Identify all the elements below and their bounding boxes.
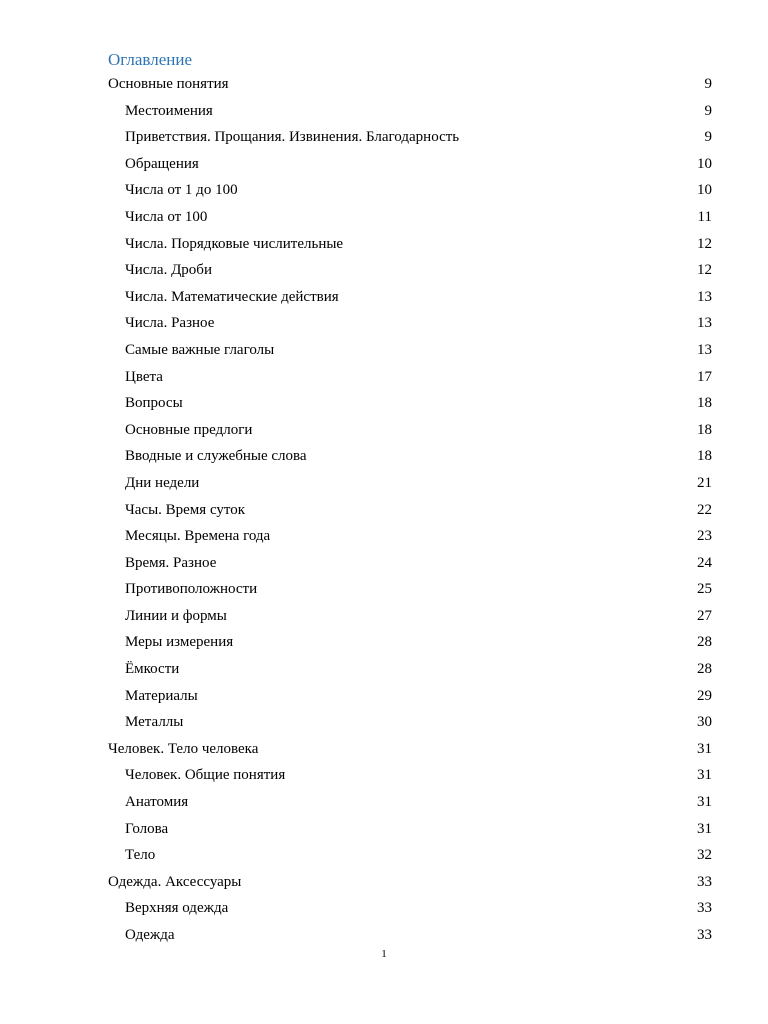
toc-entry-page: 31 xyxy=(697,736,712,763)
toc-entry[interactable] xyxy=(108,523,712,550)
toc-entry[interactable] xyxy=(108,417,712,444)
toc-entry-text: Числа. Порядковые числительные xyxy=(125,235,344,252)
toc-entry-page: 13 xyxy=(697,310,712,337)
toc-entry-page: 31 xyxy=(697,816,712,843)
toc-entry-text: Противоположности xyxy=(125,581,258,598)
toc-entry[interactable] xyxy=(108,869,712,896)
toc-entry-text: Дни недели xyxy=(125,474,200,491)
toc-entry-text: Числа. Разное xyxy=(125,315,215,332)
toc-entry-text: Приветствия. Прощания. Извинения. Благодарность xyxy=(125,129,460,146)
toc-entry[interactable] xyxy=(108,629,712,656)
toc-entry[interactable] xyxy=(108,550,712,577)
toc-list xyxy=(108,71,712,949)
page-number: 1 xyxy=(381,948,387,960)
toc-entry[interactable] xyxy=(108,683,712,710)
toc-entry[interactable] xyxy=(108,337,712,364)
toc-entry[interactable] xyxy=(108,922,712,949)
toc-entry[interactable] xyxy=(108,603,712,630)
toc-entry-page: 11 xyxy=(698,204,712,231)
toc-entry-text: Цвета xyxy=(125,368,163,385)
toc-entry-page: 33 xyxy=(697,922,712,949)
toc-entry-page: 10 xyxy=(697,177,712,204)
toc-entry[interactable] xyxy=(108,71,712,98)
toc-entry-text: Одежда xyxy=(125,927,175,943)
toc-entry-page: 21 xyxy=(697,470,712,497)
toc-entry[interactable] xyxy=(108,364,712,391)
toc-entry[interactable] xyxy=(108,204,712,231)
toc-entry-page: 22 xyxy=(697,497,712,524)
toc-entry-text: Анатомия xyxy=(125,794,189,811)
toc-entry-page: 33 xyxy=(697,869,712,896)
toc-entry[interactable] xyxy=(108,736,712,763)
toc-entry[interactable] xyxy=(108,842,712,869)
toc-entry[interactable] xyxy=(108,576,712,603)
toc-entry[interactable] xyxy=(108,390,712,417)
toc-entry-page: 13 xyxy=(697,337,712,364)
toc-entry-text: Материалы xyxy=(125,687,198,704)
toc-entry-page: 9 xyxy=(705,71,713,98)
toc-entry-page: 23 xyxy=(697,523,712,550)
toc-entry-text: Металлы xyxy=(125,714,184,731)
toc-entry[interactable] xyxy=(108,310,712,337)
toc-entry[interactable] xyxy=(108,124,712,151)
toc-entry-page: 33 xyxy=(697,895,712,922)
toc-entry-page: 18 xyxy=(697,417,712,444)
toc-entry-text: Числа от 1 до 100 xyxy=(125,182,238,199)
toc-entry-text: Основные понятия xyxy=(108,76,229,92)
toc-entry-text: Обращения xyxy=(125,155,199,172)
toc-entry-page: 12 xyxy=(697,257,712,284)
toc-entry-page: 28 xyxy=(697,656,712,683)
toc-entry-page: 31 xyxy=(697,789,712,816)
toc-entry[interactable] xyxy=(108,709,712,736)
toc-entry[interactable] xyxy=(108,762,712,789)
toc-entry[interactable] xyxy=(108,470,712,497)
toc-entry-text: Основные предлоги xyxy=(125,421,253,438)
toc-entry[interactable] xyxy=(108,816,712,843)
toc-entry-page: 32 xyxy=(697,842,712,869)
toc-entry-page: 25 xyxy=(697,576,712,603)
toc-entry[interactable] xyxy=(108,177,712,204)
toc-entry[interactable] xyxy=(108,151,712,178)
toc-entry-text: Числа. Дроби xyxy=(125,262,212,279)
toc-entry[interactable] xyxy=(108,895,712,922)
toc-entry-text: Тело xyxy=(125,847,156,864)
toc-entry[interactable] xyxy=(108,789,712,816)
toc-entry-text: Месяцы. Времена года xyxy=(125,528,271,545)
toc-entry-page: 31 xyxy=(697,762,712,789)
toc-entry-text: Часы. Время суток xyxy=(125,501,246,518)
toc-entry-text: Одежда. Аксессуары xyxy=(108,873,242,890)
toc-entry-page: 29 xyxy=(697,683,712,710)
toc-entry-text: Человек. Общие понятия xyxy=(125,767,286,784)
toc-entry-page: 27 xyxy=(697,603,712,630)
toc-entry-text: Числа от 100 xyxy=(125,208,208,225)
toc-entry[interactable] xyxy=(108,656,712,683)
toc-entry-text: Вводные и служебные слова xyxy=(125,448,307,465)
toc-entry-text: Время. Разное xyxy=(125,554,217,571)
toc-entry-page: 10 xyxy=(697,151,712,178)
toc-entry[interactable] xyxy=(108,98,712,125)
toc-entry-page: 18 xyxy=(697,390,712,417)
toc-entry-text: Верхняя одежда xyxy=(125,900,229,917)
toc-entry-page: 18 xyxy=(697,443,712,470)
toc-entry-page: 9 xyxy=(705,124,713,151)
toc-entry-page: 17 xyxy=(697,364,712,391)
toc-entry-text: Самые важные глаголы xyxy=(125,341,275,358)
toc-entry-page: 12 xyxy=(697,231,712,258)
toc-entry-page: 28 xyxy=(697,629,712,656)
toc-entry[interactable] xyxy=(108,257,712,284)
toc-entry-text: Вопросы xyxy=(125,395,183,412)
toc-entry-text: Ёмкости xyxy=(125,661,180,678)
toc-entry-text: Местоимения xyxy=(125,102,213,119)
toc-entry-text: Голова xyxy=(125,820,169,837)
toc-entry-page: 13 xyxy=(697,284,712,311)
toc-entry-text: Линии и формы xyxy=(125,607,227,624)
toc-entry[interactable] xyxy=(108,284,712,311)
toc-entry[interactable] xyxy=(108,497,712,524)
toc-entry-page: 24 xyxy=(697,550,712,577)
toc-title: Оглавление xyxy=(108,50,192,69)
toc-entry-text: Меры измерения xyxy=(125,634,234,651)
toc-entry-page: 9 xyxy=(705,98,713,125)
toc-entry-text: Человек. Тело человека xyxy=(108,740,259,757)
toc-entry[interactable] xyxy=(108,443,712,470)
toc-entry-page: 30 xyxy=(697,709,712,736)
toc-entry[interactable] xyxy=(108,231,712,258)
toc-entry-text: Числа. Математические действия xyxy=(125,288,339,305)
